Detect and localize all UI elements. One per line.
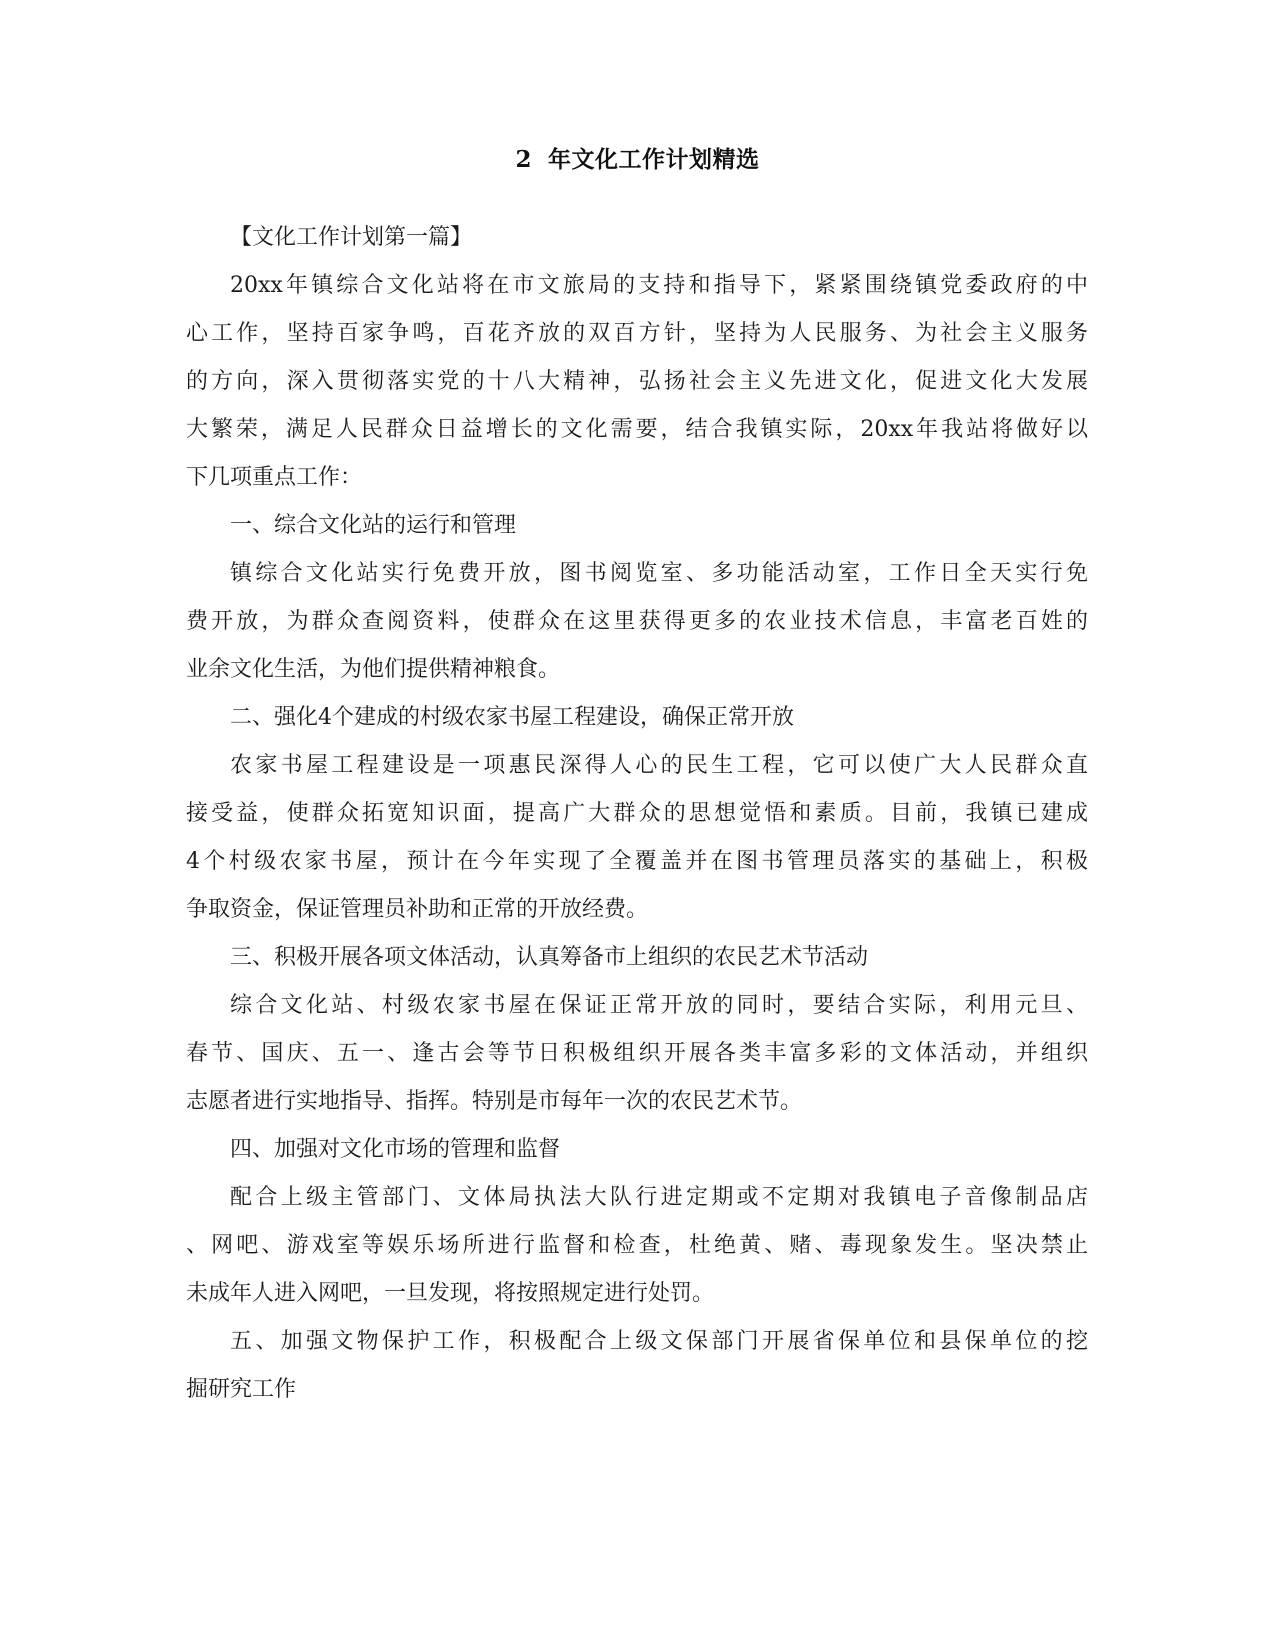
paragraph-line: 业余文化生活，为他们提供精神粮食。 [186, 657, 561, 682]
paragraph-line: 心工作，坚持百家争鸣，百花齐放的双百方针，坚持为人民服务、为社会主义服务 [186, 321, 1088, 346]
paragraph-line: 大繁荣，满足人民群众日益增长的文化需要，结合我镇实际，20xx年我站将做好以 [186, 417, 1088, 442]
paragraph-line: 配合上级主管部门、文体局执法大队行进定期或不定期对我镇电子音像制品店 [230, 1185, 1088, 1210]
section-heading: 【文化工作计划第一篇】 [230, 225, 473, 250]
document-body [186, 214, 1088, 1414]
paragraph-line: 20xx年镇综合文化站将在市文旅局的支持和指导下，紧紧围绕镇党委政府的中 [230, 273, 1088, 298]
paragraph-line: 农家书屋工程建设是一项惠民深得人心的民生工程，它可以使广大人民群众直 [230, 753, 1088, 778]
document-title [0, 143, 1275, 177]
paragraph-line: 下几项重点工作： [186, 465, 363, 490]
paragraph-line: 、网吧、游戏室等娱乐场所进行监督和检查，杜绝黄、赌、毒现象发生。坚决禁止 [186, 1233, 1088, 1258]
paragraph-line: 春节、国庆、五一、逢古会等节日积极组织开展各类丰富多彩的文体活动，并组织 [186, 1041, 1088, 1066]
paragraph-line: 镇综合文化站实行免费开放，图书阅览室、多功能活动室，工作日全天实行免 [230, 561, 1088, 586]
title-number: 2 [515, 146, 532, 173]
subheading: 四、加强对文化市场的管理和监督 [230, 1137, 561, 1162]
title-text: 年文化工作计划精选 [548, 146, 760, 173]
paragraph-line: 接受益，使群众拓宽知识面，提高广大群众的思想觉悟和素质。目前，我镇已建成 [186, 801, 1088, 826]
paragraph-line: 的方向，深入贯彻落实党的十八大精神，弘扬社会主义先进文化，促进文化大发展 [186, 369, 1088, 394]
paragraph-line: 综合文化站、村级农家书屋在保证正常开放的同时，要结合实际，利用元旦、 [230, 993, 1088, 1018]
subheading: 一、综合文化站的运行和管理 [230, 513, 517, 538]
paragraph-line: 志愿者进行实地指导、指挥。特别是市每年一次的农民艺术节。 [186, 1089, 803, 1114]
paragraph-line: 掘研究工作 [186, 1377, 297, 1402]
paragraph-line: 未成年人进入网吧，一旦发现，将按照规定进行处罚。 [186, 1281, 715, 1306]
paragraph-line: 4个村级农家书屋，预计在今年实现了全覆盖并在图书管理员落实的基础上，积极 [186, 849, 1088, 874]
subheading: 五、加强文物保护工作，积极配合上级文保部门开展省保单位和县保单位的挖 [230, 1329, 1088, 1354]
subheading: 二、强化4个建成的村级农家书屋工程建设，确保正常开放 [230, 705, 794, 730]
paragraph-line: 费开放，为群众查阅资料，使群众在这里获得更多的农业技术信息，丰富老百姓的 [186, 609, 1088, 634]
paragraph-line: 争取资金，保证管理员补助和正常的开放经费。 [186, 897, 649, 922]
subheading: 三、积极开展各项文体活动，认真筹备市上组织的农民艺术节活动 [230, 945, 869, 970]
